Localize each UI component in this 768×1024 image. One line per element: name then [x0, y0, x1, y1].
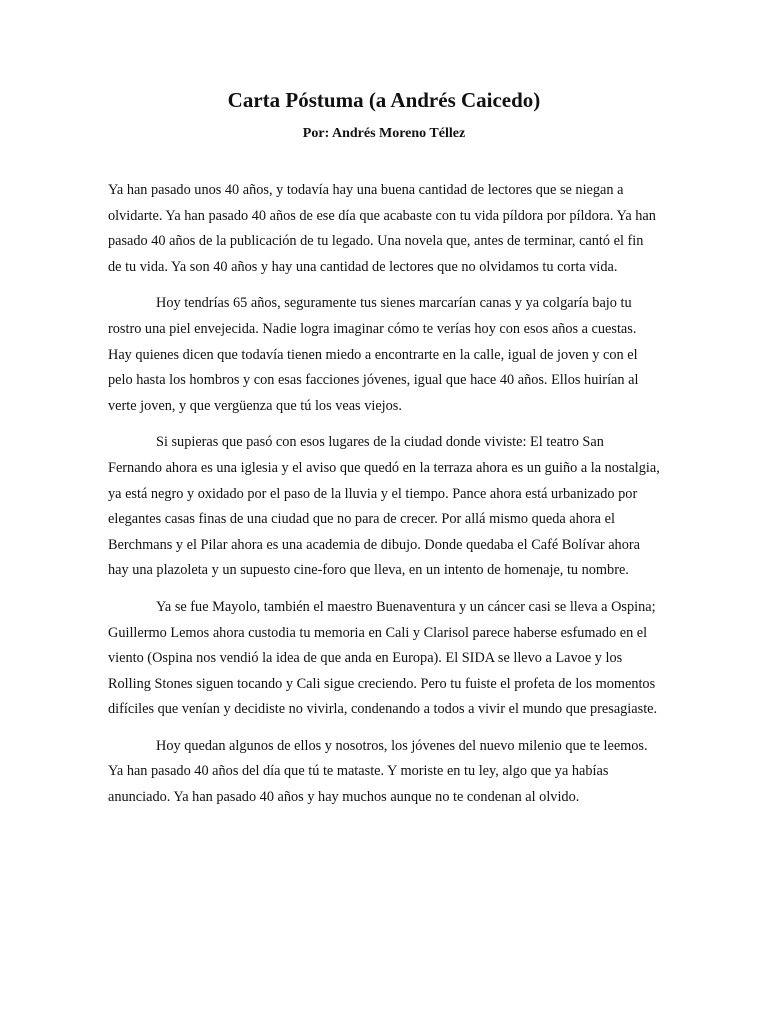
paragraph-4: Ya se fue Mayolo, también el maestro Buenaventura y un cáncer casi se lleva a Ospina; Guillermo Lemos ahora custodia tu memoria en Cali y Clarisol parece haberse esfumado en el viento (Ospina nos vendió la idea de que anda en Europa). El SIDA se llevo a Lavoe y los Rolling Stones siguen tocando y Cali sigue creciendo. Pero tu fuiste el profeta de los momentos difíciles que venían y decidiste no vivirla, condenando a todos a vivir el mundo que presagiaste. — [108, 598, 658, 718]
paragraph-3: Si supieras que pasó con esos lugares de la ciudad donde viviste: El teatro San Fernando ahora es una iglesia y el aviso que quedó en la terraza ahora es un guiño a la nostalgia, ya está negro y oxidado por el paso de la lluvia y el tiempo. Pance ahora está urbanizado por elegantes casas finas de una ciudad que no para de crecer. Por allá mismo queda ahora el Berchmans y el Pilar ahora es una academia de dibujo. Donde quedaba el Café Bolívar ahora hay una plazoleta y un supuesto cine-foro que lleva, en un intento de homenaje, tu nombre. — [108, 434, 660, 579]
document-body — [108, 178, 660, 822]
paragraph-2: Hoy tendrías 65 años, seguramente tus sienes marcarían canas y ya colgaría bajo tu rostro una piel envejecida. Nadie logra imaginar cómo te verías hoy con esos años a cuestas. Hay quienes dicen que todavía tienen miedo a encontrarte en la calle, igual de joven y con el pelo hasta los hombros y con esas facciones jóvenes, igual que hace 40 años. Ellos huirían al verte joven, y que vergüenza que tú los veas viejos. — [108, 295, 639, 414]
paragraph-1: Ya han pasado unos 40 años, y todavía hay una buena cantidad de lectores que se niegan a olvidarte. Ya han pasado 40 años de ese día que acabaste con tu vida píldora por píldora. Ya han pasado 40 años de la publicación de tu legado. Una novela que, antes de terminar, cantó el fin de tu vida. Ya son 40 años y hay una cantidad de lectores que no olvidamos tu corta vida. — [108, 182, 656, 275]
paragraph-5: Hoy quedan algunos de ellos y nosotros, los jóvenes del nuevo milenio que te leemos. Ya han pasado 40 años del día que tú te mataste. Y moriste en tu ley, algo que ya habías anunciado. Ya han pasado 40 años y hay muchos aunque no te condenan al olvido. — [108, 737, 648, 806]
author-byline: Por: Andrés Moreno Téllez — [302, 126, 466, 141]
document-title: Carta Póstuma (a Andrés Caicedo) — [227, 88, 541, 112]
